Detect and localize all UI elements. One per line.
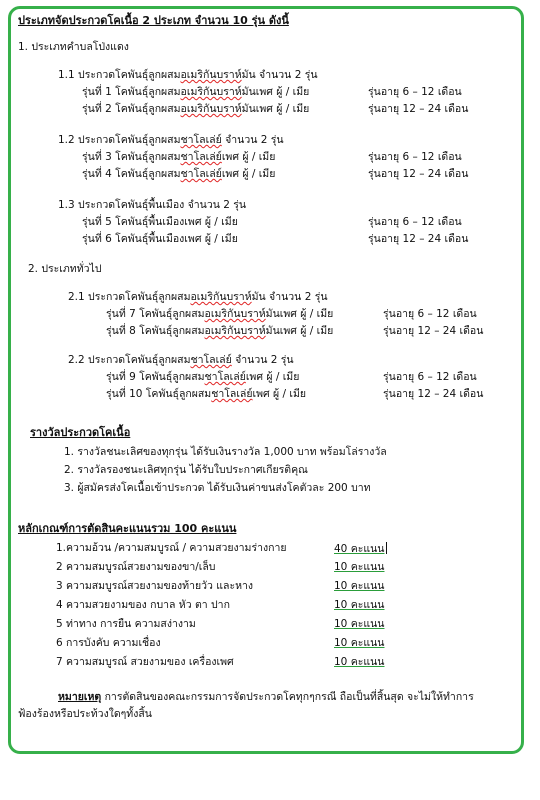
class-row: รุ่นที่ 4 โคพันธุ์ลูกผสมชาโลเล่ย์เพศ ผู้ / เมีย [82,168,276,180]
criteria-score: 10 คะแนน [334,580,385,592]
criteria-heading: หลักเกณฑ์การตัดสินคะแนนรวม 100 คะแนน [18,522,237,535]
class-row: รุ่นที่ 7 โคพันธุ์ลูกผสมอเมริกันบราห์มันเพศ ผู้ / เมีย [106,308,334,320]
criteria-score: 10 คะแนน [334,599,385,611]
criteria-item: 4 ความสวยงามของ กบาล หัว ตา ปาก [56,599,230,611]
class-age: รุ่นอายุ 12 – 24 เดือน [368,233,469,245]
class-row: รุ่นที่ 1 โคพันธุ์ลูกผสมอเมริกันบราห์มันเพศ ผู้ / เมีย [82,86,310,98]
class-row: รุ่นที่ 3 โคพันธุ์ลูกผสมชาโลเล่ย์เพศ ผู้ / เมีย [82,151,276,163]
class-age: รุ่นอายุ 6 – 12 เดือน [368,151,462,163]
class-row: รุ่นที่ 6 โคพันธุ์พื้นเมืองเพศ ผู้ / เมีย [82,233,238,245]
group-heading: 2.2 ประกวดโคพันธุ์ลูกผสมชาโลเล่ย์ จำนวน 2 รุ่น [68,354,294,366]
class-age: รุ่นอายุ 6 – 12 เดือน [368,86,462,98]
text-cursor [386,542,387,554]
criteria-score: 10 คะแนน [334,561,385,573]
class-age: รุ่นอายุ 12 – 24 เดือน [383,325,484,337]
prize-item: 3. ผู้สมัครส่งโคเนื้อเข้าประกวด ได้รับเงินค่าขนส่งโคตัวละ 200 บาท [64,482,371,494]
criteria-item: 5 ท่าทาง การยืน ความสง่างาม [56,618,196,630]
criteria-score: 10 คะแนน [334,618,385,630]
prize-item: 1. รางวัลชนะเลิศของทุกรุ่น ได้รับเงินรางวัล 1,000 บาท พร้อมโล่รางวัล [64,446,387,458]
note-line: ฟ้องร้องหรือประท้วงใดๆทั้งสิ้น [18,708,152,720]
group-heading: 1.2 ประกวดโคพันธุ์ลูกผสมชาโลเล่ย์ จำนวน 2 รุ่น [58,134,284,146]
class-age: รุ่นอายุ 6 – 12 เดือน [368,216,462,228]
document-title: ประเภทจัดประกวดโคเนื้อ 2 ประเภท จำนวน 10 รุ่น ดังนี้ [18,14,289,27]
criteria-item: 7 ความสมบูรณ์ สวยงามของ เครื่องเพศ [56,656,234,668]
note-line: หมายเหตุ การตัดสินของคณะกรรมการจัดประกวดโคทุกๆกรณี ถือเป็นที่สิ้นสุด จะไม่ให้ทำการ [58,691,474,703]
criteria-score: 10 คะแนน [334,637,385,649]
prize-item: 2. รางวัลรองชนะเลิศทุกรุ่น ได้รับใบประกาศเกียรติคุณ [64,464,308,476]
criteria-item: 6 การบังคับ ความเชื่อง [56,637,161,649]
class-age: รุ่นอายุ 12 – 24 เดือน [368,168,469,180]
criteria-item: 3 ความสมบูรณ์สวยงามของท้ายวัว และหาง [56,580,254,592]
class-age: รุ่นอายุ 12 – 24 เดือน [383,388,484,400]
class-age: รุ่นอายุ 6 – 12 เดือน [383,371,477,383]
class-row: รุ่นที่ 9 โคพันธุ์ลูกผสมชาโลเล่ย์เพศ ผู้ / เมีย [106,371,300,383]
section-heading: 1. ประเภทคำบลโป่งแดง [18,41,129,53]
class-row: รุ่นที่ 2 โคพันธุ์ลูกผสมอเมริกันบราห์มันเพศ ผู้ / เมีย [82,103,310,115]
class-age: รุ่นอายุ 6 – 12 เดือน [383,308,477,320]
class-row: รุ่นที่ 10 โคพันธุ์ลูกผสมชาโลเล่ย์เพศ ผู้ / เมีย [106,388,307,400]
class-row: รุ่นที่ 8 โคพันธุ์ลูกผสมอเมริกันบราห์มันเพศ ผู้ / เมีย [106,325,334,337]
group-heading: 1.1 ประกวดโคพันธุ์ลูกผสมอเมริกันบราห์มัน จำนวน 2 รุ่น [58,69,318,81]
class-row: รุ่นที่ 5 โคพันธุ์พื้นเมืองเพศ ผู้ / เมีย [82,216,238,228]
group-heading: 1.3 ประกวดโคพันธุ์พื้นเมือง จำนวน 2 รุ่น [58,199,247,211]
class-age: รุ่นอายุ 12 – 24 เดือน [368,103,469,115]
section-heading: 2. ประเภททั่วไป [28,263,102,275]
prizes-heading: รางวัลประกวดโคเนื้อ [30,426,131,439]
criteria-score: 10 คะแนน [334,656,385,668]
criteria-score: 40 คะแนน [334,543,385,555]
note-label: หมายเหตุ [58,691,102,703]
group-heading: 2.1 ประกวดโคพันธุ์ลูกผสมอเมริกันบราห์มัน จำนวน 2 รุ่น [68,291,328,303]
criteria-item: 1.ความอ้วน /ความสมบูรณ์ / ความสวยงามร่างกาย [56,542,287,554]
criteria-item: 2 ความสมบูรณ์สวยงามของขา/เล็บ [56,561,216,573]
